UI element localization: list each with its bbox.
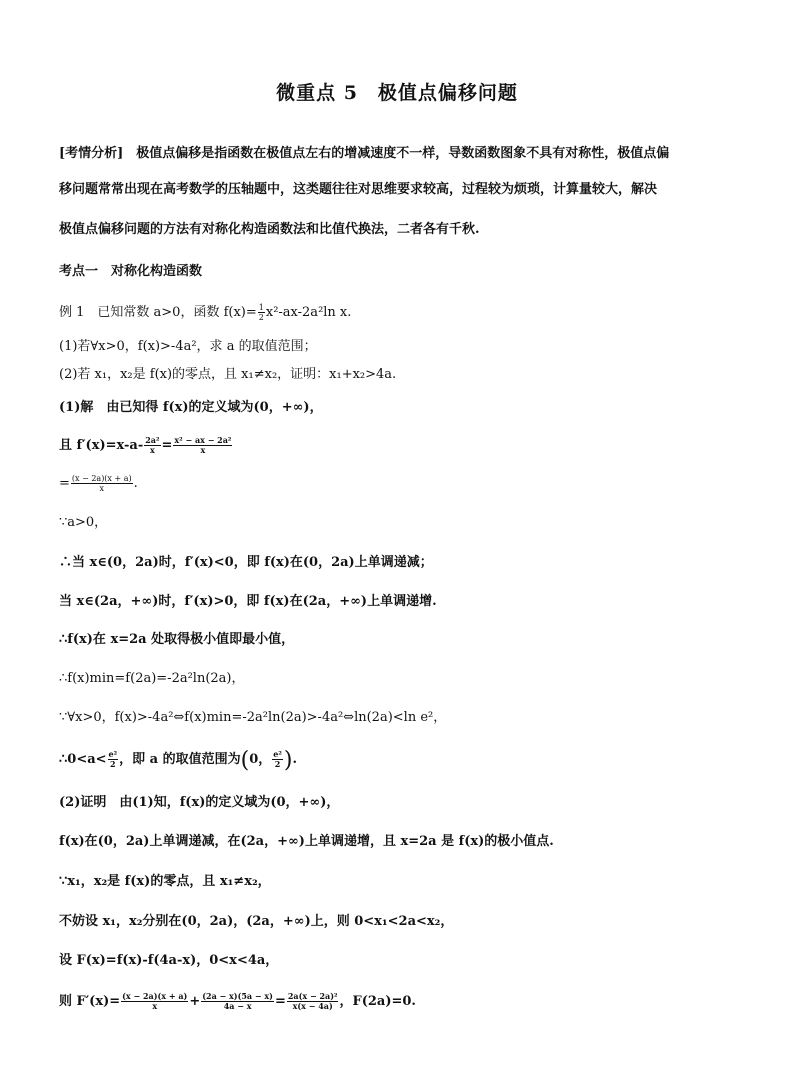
s10-text-a: ∴0<a< <box>59 752 107 767</box>
solution-line-15: 设 F(x)=f(x)-f(4a-x)，0<x<4a， <box>59 953 279 968</box>
fraction-term-3 <box>287 992 339 1011</box>
section-heading: 考点一 对称化构造函数 <box>59 264 203 279</box>
solution-line-1: (1)解 由已知得 f(x)的定义域为(0，+∞)， <box>59 400 323 415</box>
solution-line-3 <box>59 474 138 493</box>
frac-num: e² <box>273 749 282 759</box>
s10-text-d: . <box>292 752 297 767</box>
solution-line-7: ∴f(x)在 x=2a 处取得极小值即最小值， <box>59 632 295 647</box>
fraction-term-2 <box>201 992 274 1011</box>
right-paren: ) <box>283 748 293 773</box>
frac-den: 2 <box>110 759 116 769</box>
s10-text-c: 0， <box>249 752 272 767</box>
frac-num: x² − ax − 2a² <box>174 435 232 445</box>
question-2: (2)若 x₁，x₂是 f(x)的零点，且 x₁≠x₂，证明：x₁+x₂>4a. <box>59 367 397 382</box>
solution-line-4: ∵a>0， <box>59 515 108 530</box>
frac-den: 2 <box>258 313 264 322</box>
s16-text-d: ，F(2a)=0. <box>339 994 416 1009</box>
solution-line-13: ∵x₁，x₂是 f(x)的零点，且 x₁≠x₂， <box>59 874 271 889</box>
frac-num: 1 <box>258 303 264 312</box>
fraction-e2-over-2 <box>108 750 119 769</box>
intro-line-1: [考情分析] 极值点偏移是指函数在极值点左右的增减速度不一样，导数函数图象不具有对称性，极值点偏 <box>59 146 670 161</box>
fraction-2a2-over-x <box>144 436 160 455</box>
left-paren: ( <box>240 748 250 773</box>
s16-text-b: + <box>189 994 201 1009</box>
s2-text-a: 且 f′(x)=x-a- <box>59 438 144 453</box>
frac-den: 4a − x <box>223 1001 252 1011</box>
fraction-half <box>258 303 265 322</box>
solution-line-9: ∵∀x>0，f(x)>-4a²⇔f(x)min=-2a²ln(2a)>-4a²⇔ln(2a)<ln e²， <box>59 710 447 725</box>
example-intro-b: x²-ax-2a²ln x. <box>265 305 352 320</box>
solution-line-16 <box>59 992 416 1011</box>
frac-num: (x − 2a)(x + a) <box>71 474 132 483</box>
fraction-quadratic-over-x <box>173 436 232 455</box>
fraction-term-1 <box>121 992 188 1011</box>
frac-den: x <box>149 445 155 455</box>
question-1: (1)若∀x>0，f(x)>-4a²，求 a 的取值范围； <box>59 339 317 354</box>
solution-line-14: 不妨设 x₁，x₂分别在(0，2a)，(2a，+∞)上，则 0<x₁<2a<x₂， <box>59 914 454 929</box>
solution-line-5: ∴当 x∈(0，2a)时，f′(x)<0，即 f(x)在(0，2a)上单调递减； <box>59 555 433 570</box>
frac-num: (x − 2a)(x + a) <box>122 991 188 1001</box>
frac-num: e² <box>108 749 118 759</box>
solution-line-12: f(x)在(0，2a)上单调递减，在(2a，+∞)上单调递增，且 x=2a 是 f(x)的极小值点. <box>59 834 554 849</box>
frac-den: x <box>99 484 105 493</box>
example-intro-a: 例 1 已知常数 a>0，函数 f(x)= <box>59 305 257 320</box>
s16-text-a: 则 F′(x)= <box>59 994 121 1009</box>
frac-num: 2a(x − 2a)² <box>287 991 338 1001</box>
solution-line-8: ∴f(x)min=f(2a)=-2a²ln(2a)， <box>59 671 245 686</box>
frac-den: x(x − 4a) <box>292 1001 333 1011</box>
solution-line-11: (2)证明 由(1)知，f(x)的定义域为(0，+∞)， <box>59 795 340 810</box>
frac-num: 2a² <box>145 435 160 445</box>
frac-num: (2a − x)(5a − x) <box>202 991 273 1001</box>
fraction-factored <box>71 474 133 493</box>
solution-line-10 <box>59 748 297 773</box>
frac-den: x <box>200 445 206 455</box>
s16-text-c: = <box>274 994 286 1009</box>
page-title: 微重点 5 极值点偏移问题 <box>276 82 518 104</box>
solution-line-6: 当 x∈(2a，+∞)时，f′(x)>0，即 f(x)在(2a，+∞)上单调递增. <box>59 594 437 609</box>
intro-line-2: 移问题常常出现在高考数学的压轴题中，这类题往往对思维要求较高，过程较为烦琐，计算量较大，解决 <box>59 182 658 197</box>
example-statement <box>59 303 351 322</box>
fraction-e2-over-2-interval <box>272 750 283 769</box>
s2-text-b: = <box>161 438 173 453</box>
frac-den: x <box>152 1001 158 1011</box>
solution-line-2 <box>59 436 233 455</box>
intro-line-3: 极值点偏移问题的方法有对称化构造函数法和比值代换法，二者各有千秋. <box>59 222 480 237</box>
s10-text-b: ，即 a 的取值范围为 <box>119 752 241 767</box>
s3-text-a: = <box>59 476 70 491</box>
s3-text-b: . <box>133 476 138 491</box>
frac-den: 2 <box>274 759 281 769</box>
